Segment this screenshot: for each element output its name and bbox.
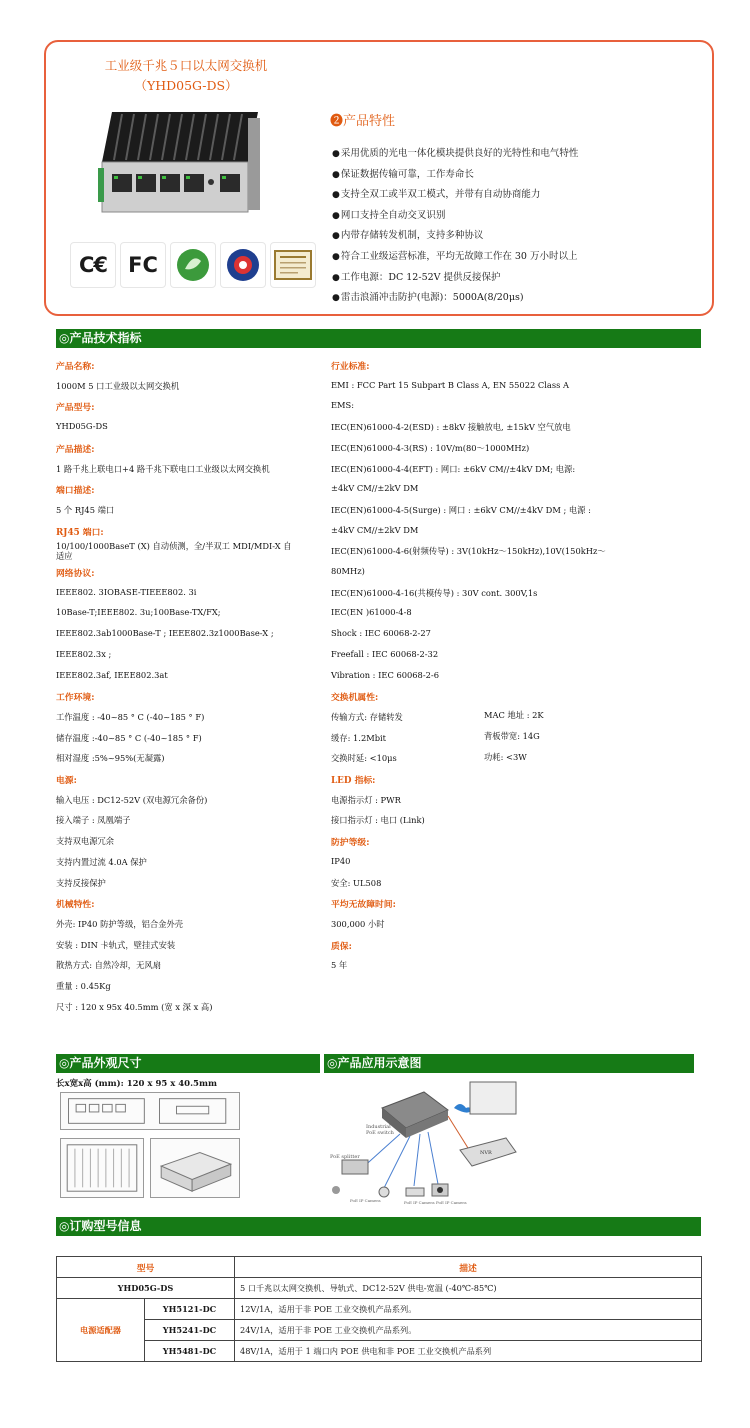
application-diagram [320,1078,520,1210]
spec-value: Shock : IEC 60068-2-27 [331,628,431,639]
spec-value: IEEE802.3af, IEEE802.3at [56,669,168,680]
row-model: YHD05G-DS [57,1278,235,1299]
row-model: YH5241-DC [145,1320,235,1341]
spec-value: IEC(EN)61000-4-16(共模传导) : 30V cont. 300V,1s [331,587,538,598]
feature-item: ● 雷击浪涌冲击防护(电源)：5000A(8/20μs) [332,288,578,309]
row-desc: 5 口千兆以太网交换机、导轨式、DC12-52V 供电-宽温 (-40℃-85℃) [235,1278,702,1299]
certification-logos [70,242,320,292]
feature-item: ● 采用优质的光电一体化模块提供良好的光特性和电气特性 [332,144,578,165]
row-desc: 12V/1A，适用于非 POE 工业交换机产品系列。 [235,1299,702,1320]
spec-value: 重量 : 0.45Kg [56,981,111,991]
row-model: YH5481-DC [145,1341,235,1362]
table-row [57,1341,702,1362]
feature-item: ● 工作电源：DC 12-52V 提供反接保护 [332,268,578,289]
spec-heading: 产品名称: [56,362,95,372]
switch-product-image [98,110,268,260]
spec-heading: 质保: [331,941,352,952]
row-model: YH5121-DC [145,1299,235,1320]
spec-heading: LED 指标: [331,776,376,786]
svg-text:PoE splitter: PoE splitter [330,1154,360,1160]
section-bar-application: ◎产品应用示意图 [324,1054,694,1073]
spec-value: IEEE802.3ab1000Base-T ; IEEE802.3z1000Base-X ; [56,628,274,639]
spec-value: 储存温度 :-40~85 ° C (-40~185 ° F) [56,732,202,743]
spec-value: EMS: [331,400,355,411]
product-title: 工业级千兆５口以太网交换机 [104,58,268,73]
spec-value: 支持双电源冗余 [56,836,115,847]
spec-heading: 机械特性: [56,900,95,911]
spec-value: 电源指示灯 : PWR [331,794,401,805]
spec-value: 传输方式: 存储转发 [331,711,403,722]
spec-value: 支持内置过流 4.0A 保护 [56,856,147,867]
spec-value: IEC(EN )61000-4-8 [331,607,412,618]
adapter-group-label: 电源适配器 [57,1299,145,1362]
table-row [57,1299,702,1320]
spec-value: IEEE802. 3IOBASE-TIEEE802. 3i [56,586,197,597]
spec-value: ±4kV CM//±2kV DM [331,483,419,494]
feature-item: ● 保证数据传输可靠，工作寿命长 [332,165,578,186]
feature-item: ● 网口支持全自动交叉识别 [332,206,578,227]
features-title: ❷产品特性 [330,114,396,129]
front-view-drawing [60,1092,240,1130]
features-list [332,144,578,309]
spec-heading: 网络协议: [56,569,95,579]
col-header-desc: 描述 [235,1257,702,1278]
product-model: （YHD05G-DS） [134,78,238,93]
col-header-model: 型号 [57,1257,235,1278]
spec-value: IEEE802.3x ; [56,648,112,659]
svg-text:PoE IP Camera: PoE IP Camera [404,1200,435,1205]
spec-heading: 工作环境: [56,693,95,704]
svg-text:Industrial: Industrial [366,1124,391,1130]
spec-value: 300,000 小时 [331,918,385,929]
spec-heading: 电源: [56,776,77,786]
spec-value: 散热方式: 自然冷却，无风扇 [56,960,161,971]
spec-value: ±4kV CM//±2kV DM [331,524,419,535]
spec-value: IEC(EN)61000-4-5(Surge) : 网口 : ±6kV CM//±4kV DM ; 电源 : [331,504,591,515]
spec-value: 接口指示灯 : 电口 (Link) [331,815,425,826]
rohs-badge-icon [170,242,216,288]
spec-value: 外壳: IP40 防护等级，铝合金外壳 [56,918,184,929]
dimensions-caption: 长x宽x高 (mm): 120 x 95 x 40.5mm [56,1079,217,1089]
table-row [57,1278,702,1299]
spec-value: MAC 地址 : 2K [484,710,544,720]
spec-value: IP40 [331,855,351,866]
spec-value: 支持反接保护 [56,877,106,888]
spec-value: 接入端子 : 凤凰端子 [56,815,131,826]
product-hero-card [44,40,714,316]
table-header-row [57,1257,702,1278]
spec-value: 缓存: 1.2Mbit [331,732,387,743]
spec-value: 10/100/1000BaseT (X) 自动侦测，全/半双工 MDI/MDI-X 自 [56,541,292,552]
spec-heading: 行业标准: [331,362,370,372]
top-view-drawing [60,1138,144,1198]
spec-heading: 交换机属性: [331,693,379,704]
spec-heading: 端口描述: [56,486,95,497]
perspective-view-drawing [150,1138,240,1198]
svg-text:PoE IP Camera: PoE IP Camera [436,1200,467,1205]
spec-value: YHD05G-DS [56,421,108,432]
spec-value: 尺寸 : 120 x 95x 40.5mm (宽 x 深 x 高) [56,1001,213,1012]
spec-value: Freefall : IEC 60068-2-32 [331,648,439,659]
spec-value: 80MHz) [331,566,365,576]
section-bar-order: ◎订购型号信息 [56,1217,701,1236]
section-bar-specs: ◎产品技术指标 [56,329,701,348]
spec-value: IEC(EN)61000-4-3(RS) : 10V/m(80～1000MHz) [331,442,530,453]
spec-heading: 产品描述: [56,444,95,455]
spec-value: EMI : FCC Part 15 Subpart B Class A, EN 55022 Class A [331,379,569,390]
svg-text:PoE IP Camera: PoE IP Camera [350,1198,381,1203]
spec-value: 相对湿度 :5%~95%(无凝露) [56,753,165,764]
spec-value: 输入电压 : DC12-52V (双电源冗余备份) [56,794,208,805]
spec-value: IEC(EN)61000-4-4(EFT) : 网口: ±6kV CM//±4kV DM; 电源: [331,463,576,474]
spec-value: 安装 : DIN 卡轨式，壁挂式安装 [56,939,176,950]
spec-value: 工作温度 : -40~85 ° C (-40~185 ° F) [56,711,205,722]
order-table [56,1256,702,1362]
spec-heading: 防护等级: [331,838,370,849]
svg-text:PoE switch: PoE switch [366,1130,394,1136]
ce-mark-icon: C€ [70,242,116,288]
row-desc: 24V/1A，适用于非 POE 工业交换机产品系列。 [235,1320,702,1341]
table-row [57,1320,702,1341]
spec-value: 功耗: <3W [484,752,527,762]
row-desc: 48V/1A，适用于 1 端口内 POE 供电和非 POE 工业交换机产品系列 [235,1341,702,1362]
spec-value: 10Base-T;IEEE802. 3u;100Base-TX/FX; [56,607,221,618]
spec-value: 交换时延: <10μs [331,753,397,764]
feature-item: ● 符合工业级运营标准，平均无故障工作在 30 万小时以上 [332,247,578,268]
spec-value: 1 路千兆上联电口+4 路千兆下联电口工业级以太网交换机 [56,463,270,474]
spec-heading: 产品型号: [56,403,95,414]
svg-text:NVR: NVR [480,1150,492,1156]
spec-value: 1000M 5 口工业级以太网交换机 [56,380,180,391]
spec-value: 背板带宽: 14G [484,731,540,741]
spec-heading: 平均无故障时间: [331,900,396,911]
section-bar-dimensions: ◎产品外观尺寸 [56,1054,320,1073]
spec-value: Vibration : IEC 60068-2-6 [331,669,439,680]
feature-item: ● 内带存储转发机制，支持多种协议 [332,226,578,247]
quality-seal-icon [220,242,266,288]
spec-value: 5 个 RJ45 端口 [56,504,115,515]
spec-value: 适应 [56,551,73,561]
spec-value: IEC(EN)61000-4-6(射频传导) : 3V(10kHz～150kHz),10V(150kHz～ [331,546,606,557]
feature-item: ● 支持全双工或半双工模式，并带有自动协商能力 [332,185,578,206]
spec-value: IEC(EN)61000-4-2(ESD) : ±8kV 接触放电, ±15kV 空气放电 [331,422,571,433]
spec-value: 安全: UL508 [331,877,382,888]
fcc-mark-icon: FC [120,242,166,288]
spec-value: 5 年 [331,960,348,971]
spec-heading: RJ45 端口: [56,527,104,538]
certificate-icon [270,242,316,288]
